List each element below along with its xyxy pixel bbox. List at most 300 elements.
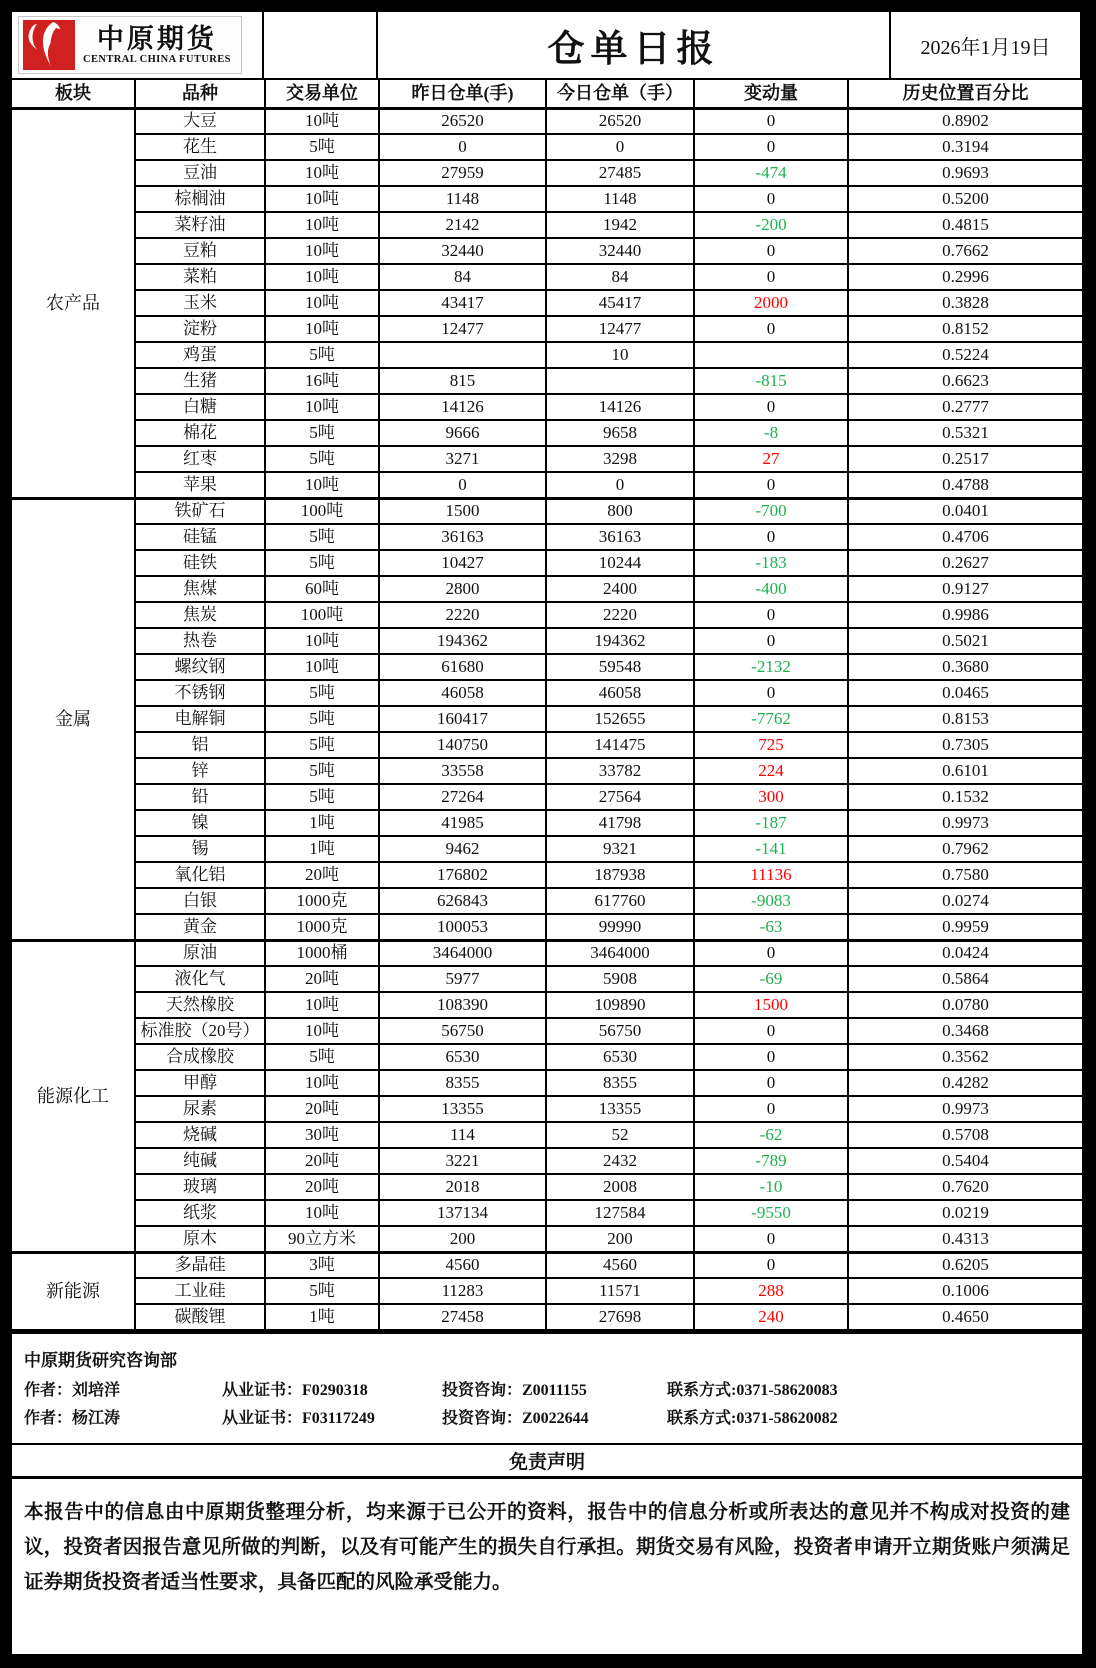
today-receipt-cell: 2220 [546, 602, 694, 628]
yesterday-receipt-cell: 36163 [379, 524, 546, 550]
today-receipt-cell: 187938 [546, 862, 694, 888]
change-cell: -10 [694, 1174, 848, 1200]
table-row [12, 784, 1082, 810]
variety-cell: 尿素 [135, 1096, 265, 1122]
change-cell: -141 [694, 836, 848, 862]
table-row [12, 134, 1082, 160]
today-receipt-cell: 10244 [546, 550, 694, 576]
today-receipt-cell: 5908 [546, 966, 694, 992]
today-receipt-cell: 46058 [546, 680, 694, 706]
unit-cell: 10吨 [265, 212, 379, 238]
author-line [24, 1405, 1070, 1428]
disclaimer-text: 本报告中的信息由中原期货整理分析，均来源于已公开的资料，报告中的信息分析或所表达的意见并不构成对投资的建议，投资者因报告意见所做的判断，以及有可能产生的损失自行承担。期货交易有风险，投资者申请开立期货账户须满足证券期货投资者适当性要求，具备匹配的风险承受能力。 [24, 1502, 1070, 1593]
variety-cell: 天然橡胶 [135, 992, 265, 1018]
percentile-cell: 0.6205 [848, 1252, 1082, 1278]
change-cell: 240 [694, 1304, 848, 1330]
yesterday-receipt-cell: 27264 [379, 784, 546, 810]
today-receipt-cell: 6530 [546, 1044, 694, 1070]
today-receipt-cell: 27564 [546, 784, 694, 810]
table-header-row [12, 80, 1082, 108]
yesterday-receipt-cell: 46058 [379, 680, 546, 706]
variety-cell: 鸡蛋 [135, 342, 265, 368]
variety-cell: 碳酸锂 [135, 1304, 265, 1330]
change-cell: -474 [694, 160, 848, 186]
variety-cell: 菜粕 [135, 264, 265, 290]
change-cell: 0 [694, 472, 848, 498]
author-segment: 投资咨询：Z0022644 [442, 1410, 589, 1427]
company-logo-icon [23, 20, 75, 70]
change-cell: 0 [694, 680, 848, 706]
change-cell: 0 [694, 1018, 848, 1044]
percentile-cell: 0.0274 [848, 888, 1082, 914]
today-receipt-cell: 800 [546, 498, 694, 524]
today-receipt-cell: 52 [546, 1122, 694, 1148]
today-receipt-cell: 41798 [546, 810, 694, 836]
table-row [12, 628, 1082, 654]
change-cell: -9083 [694, 888, 848, 914]
percentile-cell: 0.9973 [848, 810, 1082, 836]
variety-cell: 电解铜 [135, 706, 265, 732]
percentile-cell: 0.0465 [848, 680, 1082, 706]
percentile-cell: 0.7962 [848, 836, 1082, 862]
unit-cell: 5吨 [265, 524, 379, 550]
yesterday-receipt-cell: 100053 [379, 914, 546, 940]
unit-cell: 5吨 [265, 680, 379, 706]
table-row [12, 888, 1082, 914]
today-receipt-cell: 59548 [546, 654, 694, 680]
change-cell: -400 [694, 576, 848, 602]
change-cell: 725 [694, 732, 848, 758]
disclaimer-title: 免责声明 [12, 1443, 1082, 1479]
yesterday-receipt-cell [379, 342, 546, 368]
unit-cell: 100吨 [265, 498, 379, 524]
table-row [12, 732, 1082, 758]
percentile-cell: 0.9986 [848, 602, 1082, 628]
yesterday-receipt-cell: 815 [379, 368, 546, 394]
change-cell: -789 [694, 1148, 848, 1174]
percentile-cell: 0.7580 [848, 862, 1082, 888]
today-receipt-cell: 32440 [546, 238, 694, 264]
percentile-cell: 0.8153 [848, 706, 1082, 732]
footer-info [12, 1331, 1082, 1443]
unit-cell: 5吨 [265, 1278, 379, 1304]
yesterday-receipt-cell: 27458 [379, 1304, 546, 1330]
variety-cell: 红枣 [135, 446, 265, 472]
section-label: 农产品 [12, 108, 135, 498]
today-receipt-cell: 84 [546, 264, 694, 290]
today-receipt-cell: 141475 [546, 732, 694, 758]
percentile-cell: 0.6101 [848, 758, 1082, 784]
today-receipt-cell: 3298 [546, 446, 694, 472]
unit-cell: 90立方米 [265, 1226, 379, 1252]
percentile-cell: 0.4282 [848, 1070, 1082, 1096]
unit-cell: 16吨 [265, 368, 379, 394]
percentile-cell: 0.0401 [848, 498, 1082, 524]
yesterday-receipt-cell: 12477 [379, 316, 546, 342]
change-cell: -63 [694, 914, 848, 940]
col-header-variety: 品种 [135, 80, 265, 108]
variety-cell: 热卷 [135, 628, 265, 654]
author-segment: 联系方式:0371-58620082 [667, 1410, 838, 1427]
unit-cell: 3吨 [265, 1252, 379, 1278]
yesterday-receipt-cell: 13355 [379, 1096, 546, 1122]
unit-cell: 20吨 [265, 1148, 379, 1174]
variety-cell: 铅 [135, 784, 265, 810]
author-segment: 作者：刘培洋 [24, 1382, 121, 1399]
variety-cell: 锌 [135, 758, 265, 784]
table-row [12, 706, 1082, 732]
unit-cell: 10吨 [265, 654, 379, 680]
unit-cell: 1吨 [265, 810, 379, 836]
unit-cell: 10吨 [265, 316, 379, 342]
change-cell [694, 342, 848, 368]
variety-cell: 菜籽油 [135, 212, 265, 238]
table-row [12, 394, 1082, 420]
table-row [12, 472, 1082, 498]
today-receipt-cell: 27698 [546, 1304, 694, 1330]
unit-cell: 1吨 [265, 1304, 379, 1330]
today-receipt-cell: 13355 [546, 1096, 694, 1122]
company-name [83, 25, 231, 64]
unit-cell: 20吨 [265, 1096, 379, 1122]
section-label: 金属 [12, 498, 135, 940]
section-label: 新能源 [12, 1252, 135, 1330]
variety-cell: 玉米 [135, 290, 265, 316]
yesterday-receipt-cell: 176802 [379, 862, 546, 888]
unit-cell: 1000克 [265, 888, 379, 914]
percentile-cell: 0.5321 [848, 420, 1082, 446]
unit-cell: 10吨 [265, 472, 379, 498]
today-receipt-cell: 1148 [546, 186, 694, 212]
variety-cell: 玻璃 [135, 1174, 265, 1200]
change-cell: -8 [694, 420, 848, 446]
variety-cell: 原油 [135, 940, 265, 966]
table-row [12, 420, 1082, 446]
change-cell: 0 [694, 186, 848, 212]
change-cell: -815 [694, 368, 848, 394]
percentile-cell: 0.5021 [848, 628, 1082, 654]
yesterday-receipt-cell: 56750 [379, 1018, 546, 1044]
change-cell: -7762 [694, 706, 848, 732]
percentile-cell: 0.9973 [848, 1096, 1082, 1122]
variety-cell: 黄金 [135, 914, 265, 940]
author-segment: 联系方式:0371-58620083 [667, 1382, 838, 1399]
today-receipt-cell: 1942 [546, 212, 694, 238]
yesterday-receipt-cell: 84 [379, 264, 546, 290]
yesterday-receipt-cell: 2018 [379, 1174, 546, 1200]
change-cell: 0 [694, 316, 848, 342]
today-receipt-cell: 194362 [546, 628, 694, 654]
table-row [12, 368, 1082, 394]
unit-cell: 10吨 [265, 290, 379, 316]
variety-cell: 淀粉 [135, 316, 265, 342]
change-cell: 0 [694, 394, 848, 420]
variety-cell: 甲醇 [135, 1070, 265, 1096]
table-row [12, 342, 1082, 368]
unit-cell: 10吨 [265, 1070, 379, 1096]
percentile-cell: 0.8902 [848, 108, 1082, 134]
table-row [12, 1018, 1082, 1044]
col-header-today: 今日仓单（手） [546, 80, 694, 108]
yesterday-receipt-cell: 10427 [379, 550, 546, 576]
change-cell: -9550 [694, 1200, 848, 1226]
unit-cell: 5吨 [265, 446, 379, 472]
yesterday-receipt-cell: 9462 [379, 836, 546, 862]
department-name: 中原期货研究咨询部 [24, 1351, 177, 1370]
unit-cell: 1000桶 [265, 940, 379, 966]
yesterday-receipt-cell: 140750 [379, 732, 546, 758]
table-row [12, 992, 1082, 1018]
percentile-cell: 0.8152 [848, 316, 1082, 342]
table-row [12, 524, 1082, 550]
yesterday-receipt-cell: 33558 [379, 758, 546, 784]
yesterday-receipt-cell: 3221 [379, 1148, 546, 1174]
yesterday-receipt-cell: 1500 [379, 498, 546, 524]
today-receipt-cell: 3464000 [546, 940, 694, 966]
table-row [12, 446, 1082, 472]
unit-cell: 30吨 [265, 1122, 379, 1148]
unit-cell: 5吨 [265, 784, 379, 810]
unit-cell: 10吨 [265, 108, 379, 134]
change-cell: 0 [694, 628, 848, 654]
change-cell: 27 [694, 446, 848, 472]
unit-cell: 10吨 [265, 186, 379, 212]
unit-cell: 100吨 [265, 602, 379, 628]
unit-cell: 20吨 [265, 966, 379, 992]
company-logo-box [18, 16, 242, 74]
variety-cell: 合成橡胶 [135, 1044, 265, 1070]
unit-cell: 5吨 [265, 342, 379, 368]
table-row [12, 1070, 1082, 1096]
today-receipt-cell: 2008 [546, 1174, 694, 1200]
today-receipt-cell: 200 [546, 1226, 694, 1252]
yesterday-receipt-cell: 1148 [379, 186, 546, 212]
today-receipt-cell: 0 [546, 134, 694, 160]
company-name-en: CENTRAL CHINA FUTURES [83, 53, 231, 65]
table-row [12, 810, 1082, 836]
yesterday-receipt-cell: 194362 [379, 628, 546, 654]
percentile-cell: 0.2627 [848, 550, 1082, 576]
unit-cell: 10吨 [265, 264, 379, 290]
yesterday-receipt-cell: 108390 [379, 992, 546, 1018]
today-receipt-cell: 26520 [546, 108, 694, 134]
unit-cell: 10吨 [265, 1200, 379, 1226]
today-receipt-cell: 617760 [546, 888, 694, 914]
report-table-body [12, 108, 1082, 1330]
change-cell: 1500 [694, 992, 848, 1018]
table-row [12, 1226, 1082, 1252]
col-header-percentile: 历史位置百分比 [848, 80, 1082, 108]
change-cell: -2132 [694, 654, 848, 680]
today-receipt-cell: 10 [546, 342, 694, 368]
table-row [12, 602, 1082, 628]
change-cell: 0 [694, 1044, 848, 1070]
change-cell: 0 [694, 1252, 848, 1278]
percentile-cell: 0.3194 [848, 134, 1082, 160]
percentile-cell: 0.4815 [848, 212, 1082, 238]
change-cell: 288 [694, 1278, 848, 1304]
table-row [12, 550, 1082, 576]
report-date: 2026年1月19日 [891, 12, 1082, 78]
authors [24, 1377, 1070, 1428]
today-receipt-cell: 152655 [546, 706, 694, 732]
author-segment: 从业证书：F0290318 [222, 1382, 368, 1399]
table-row [12, 654, 1082, 680]
percentile-cell: 0.4788 [848, 472, 1082, 498]
table-row [12, 1252, 1082, 1278]
table-row [12, 186, 1082, 212]
variety-cell: 纯碱 [135, 1148, 265, 1174]
variety-cell: 豆油 [135, 160, 265, 186]
table-row [12, 862, 1082, 888]
yesterday-receipt-cell: 27959 [379, 160, 546, 186]
today-receipt-cell: 45417 [546, 290, 694, 316]
yesterday-receipt-cell: 8355 [379, 1070, 546, 1096]
percentile-cell: 0.4706 [848, 524, 1082, 550]
percentile-cell: 0.4313 [848, 1226, 1082, 1252]
percentile-cell: 0.6623 [848, 368, 1082, 394]
change-cell: 300 [694, 784, 848, 810]
unit-cell: 10吨 [265, 628, 379, 654]
author-line [24, 1377, 1070, 1400]
variety-cell: 氧化铝 [135, 862, 265, 888]
report-banner [12, 12, 1082, 80]
yesterday-receipt-cell: 114 [379, 1122, 546, 1148]
today-receipt-cell: 2400 [546, 576, 694, 602]
percentile-cell: 0.7662 [848, 238, 1082, 264]
table-row [12, 212, 1082, 238]
variety-cell: 白糖 [135, 394, 265, 420]
variety-cell: 生猪 [135, 368, 265, 394]
variety-cell: 棉花 [135, 420, 265, 446]
percentile-cell: 0.0424 [848, 940, 1082, 966]
yesterday-receipt-cell: 3271 [379, 446, 546, 472]
yesterday-receipt-cell: 160417 [379, 706, 546, 732]
company-name-cn: 中原期货 [96, 24, 217, 55]
change-cell: 0 [694, 1070, 848, 1096]
today-receipt-cell: 9658 [546, 420, 694, 446]
report-title-cell [378, 12, 891, 78]
yesterday-receipt-cell: 4560 [379, 1252, 546, 1278]
table-row [12, 238, 1082, 264]
percentile-cell: 0.5864 [848, 966, 1082, 992]
unit-cell: 10吨 [265, 992, 379, 1018]
variety-cell: 焦炭 [135, 602, 265, 628]
today-receipt-cell: 4560 [546, 1252, 694, 1278]
variety-cell: 白银 [135, 888, 265, 914]
unit-cell: 10吨 [265, 1018, 379, 1044]
variety-cell: 工业硅 [135, 1278, 265, 1304]
table-row [12, 1304, 1082, 1330]
yesterday-receipt-cell: 0 [379, 472, 546, 498]
percentile-cell: 0.1532 [848, 784, 1082, 810]
warehouse-receipt-table [12, 80, 1082, 1331]
today-receipt-cell: 56750 [546, 1018, 694, 1044]
yesterday-receipt-cell: 9666 [379, 420, 546, 446]
today-receipt-cell: 0 [546, 472, 694, 498]
table-row [12, 264, 1082, 290]
table-row [12, 758, 1082, 784]
percentile-cell: 0.5404 [848, 1148, 1082, 1174]
unit-cell: 5吨 [265, 1044, 379, 1070]
percentile-cell: 0.3468 [848, 1018, 1082, 1044]
table-row [12, 680, 1082, 706]
yesterday-receipt-cell: 41985 [379, 810, 546, 836]
today-receipt-cell: 109890 [546, 992, 694, 1018]
table-row [12, 316, 1082, 342]
yesterday-receipt-cell: 26520 [379, 108, 546, 134]
today-receipt-cell: 127584 [546, 1200, 694, 1226]
percentile-cell: 0.9693 [848, 160, 1082, 186]
today-receipt-cell: 33782 [546, 758, 694, 784]
unit-cell: 5吨 [265, 420, 379, 446]
table-row [12, 1278, 1082, 1304]
change-cell: 224 [694, 758, 848, 784]
today-receipt-cell: 99990 [546, 914, 694, 940]
unit-cell: 5吨 [265, 706, 379, 732]
table-row [12, 940, 1082, 966]
change-cell: -700 [694, 498, 848, 524]
percentile-cell: 0.5200 [848, 186, 1082, 212]
percentile-cell: 0.7620 [848, 1174, 1082, 1200]
variety-cell: 镍 [135, 810, 265, 836]
change-cell: 2000 [694, 290, 848, 316]
percentile-cell: 0.3828 [848, 290, 1082, 316]
variety-cell: 螺纹钢 [135, 654, 265, 680]
unit-cell: 5吨 [265, 550, 379, 576]
variety-cell: 铝 [135, 732, 265, 758]
today-receipt-cell: 8355 [546, 1070, 694, 1096]
yesterday-receipt-cell: 137134 [379, 1200, 546, 1226]
variety-cell: 棕榈油 [135, 186, 265, 212]
change-cell: 0 [694, 134, 848, 160]
change-cell: 0 [694, 108, 848, 134]
variety-cell: 焦煤 [135, 576, 265, 602]
variety-cell: 多晶硅 [135, 1252, 265, 1278]
banner-spacer [264, 12, 378, 78]
today-receipt-cell: 9321 [546, 836, 694, 862]
variety-cell: 锡 [135, 836, 265, 862]
unit-cell: 5吨 [265, 134, 379, 160]
change-cell: 0 [694, 238, 848, 264]
unit-cell: 20吨 [265, 862, 379, 888]
variety-cell: 大豆 [135, 108, 265, 134]
percentile-cell: 0.4650 [848, 1304, 1082, 1330]
yesterday-receipt-cell: 14126 [379, 394, 546, 420]
change-cell: -69 [694, 966, 848, 992]
percentile-cell: 0.2517 [848, 446, 1082, 472]
change-cell: -62 [694, 1122, 848, 1148]
variety-cell: 苹果 [135, 472, 265, 498]
change-cell: 11136 [694, 862, 848, 888]
unit-cell: 20吨 [265, 1174, 379, 1200]
table-row [12, 1174, 1082, 1200]
unit-cell: 10吨 [265, 160, 379, 186]
yesterday-receipt-cell: 0 [379, 134, 546, 160]
variety-cell: 标准胶（20号） [135, 1018, 265, 1044]
unit-cell: 5吨 [265, 732, 379, 758]
table-row [12, 108, 1082, 134]
percentile-cell: 0.9127 [848, 576, 1082, 602]
unit-cell: 10吨 [265, 394, 379, 420]
table-row [12, 1044, 1082, 1070]
variety-cell: 液化气 [135, 966, 265, 992]
table-row [12, 1148, 1082, 1174]
today-receipt-cell: 11571 [546, 1278, 694, 1304]
table-row [12, 1096, 1082, 1122]
yesterday-receipt-cell: 200 [379, 1226, 546, 1252]
report-page [10, 10, 1084, 1656]
